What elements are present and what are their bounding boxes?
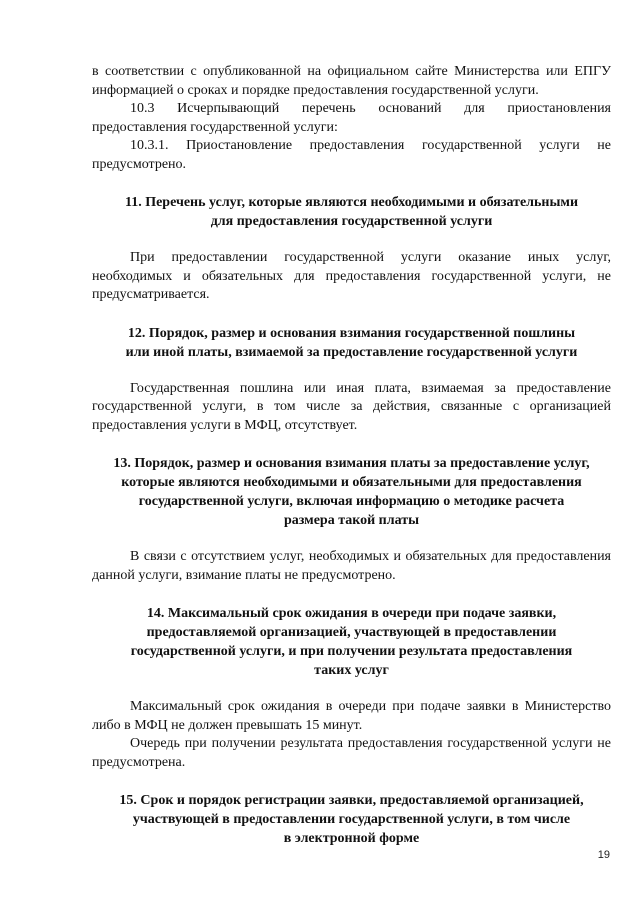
section-spacer <box>92 848 611 866</box>
section-heading-line: 12. Порядок, размер и основания взимания государственной пошлины <box>127 325 576 341</box>
section-spacer <box>92 680 611 698</box>
paragraph: Очередь при получении результата предоставления государственной услуги не предусмотрена. <box>92 736 611 770</box>
section-heading-line: 15. Срок и порядок регистрации заявки, предоставляемой организацией, <box>119 793 584 808</box>
paragraph: 10.3 Исчерпывающий перечень оснований для приостановления предоставления государственной услуги: <box>92 101 611 135</box>
section-spacer <box>92 530 611 548</box>
page-content <box>92 63 611 866</box>
section-spacer <box>92 435 611 454</box>
section-heading <box>92 193 611 231</box>
section-spacer <box>92 772 611 791</box>
section-heading-line: для предоставления государственной услуги <box>210 214 493 229</box>
section-heading-line: таких услуг <box>314 663 389 678</box>
section-heading-line: государственной услуги, включая информацию о методике расчета <box>138 494 565 509</box>
section-spacer <box>92 585 611 604</box>
section-heading <box>92 324 611 362</box>
section-heading <box>92 454 611 530</box>
section-heading-line: или иной платы, взимаемой за предоставление государственной услуги <box>125 344 578 360</box>
section-heading-line: государственной услуги, и при получении результата предоставления <box>130 644 573 659</box>
section-spacer <box>92 174 611 193</box>
section-heading-line: 11. Перечень услуг, которые являются необходимыми и обязательными <box>124 195 579 210</box>
section-spacer <box>92 231 611 249</box>
paragraph: Государственная пошлина или иная плата, взимаемая за предоставление государственной услуги, в том числе за действия, связанные с организацией предоставления услуги в МФЦ, отсутствует. <box>92 380 611 433</box>
paragraph: Максимальный срок ожидания в очереди при подаче заявки в Министерство либо в МФЦ не должен превышать 15 минут. <box>92 699 611 733</box>
paragraph: В связи с отсутствием услуг, необходимых и обязательных для предоставления данной услуги, взимание платы не предусмотрено. <box>92 549 611 583</box>
section-heading-line: 14. Максимальный срок ожидания в очереди при подаче заявки, <box>146 606 557 621</box>
page-number: 19 <box>597 849 610 861</box>
section-heading-line: размера такой платы <box>283 513 420 528</box>
paragraph: 10.3.1. Приостановление предоставления государственной услуги не предусмотрено. <box>92 138 611 172</box>
section-heading <box>92 791 611 848</box>
section-heading-line: которые являются необходимыми и обязательными для предоставления <box>121 475 582 490</box>
section-spacer <box>92 305 611 324</box>
section-heading-line: участвующей в предоставлении государственной услуги, в том числе <box>132 812 571 827</box>
section-heading <box>92 604 611 680</box>
section-heading-line: предоставляемой организацией, участвующей в предоставлении <box>146 625 557 640</box>
paragraph: в соответствии с опубликованной на официальном сайте Министерства или ЕПГУ информацией о сроках и порядке предоставления государственной услуги. <box>92 64 611 98</box>
section-spacer <box>92 362 611 380</box>
section-heading-line: в электронной форме <box>283 831 420 846</box>
paragraph: При предоставлении государственной услуги оказание иных услуг, необходимых и обязательных для предоставления государственной услуги, не предусматривается. <box>92 250 611 302</box>
section-heading-line: 13. Порядок, размер и основания взимания платы за предоставление услуг, <box>113 456 590 471</box>
